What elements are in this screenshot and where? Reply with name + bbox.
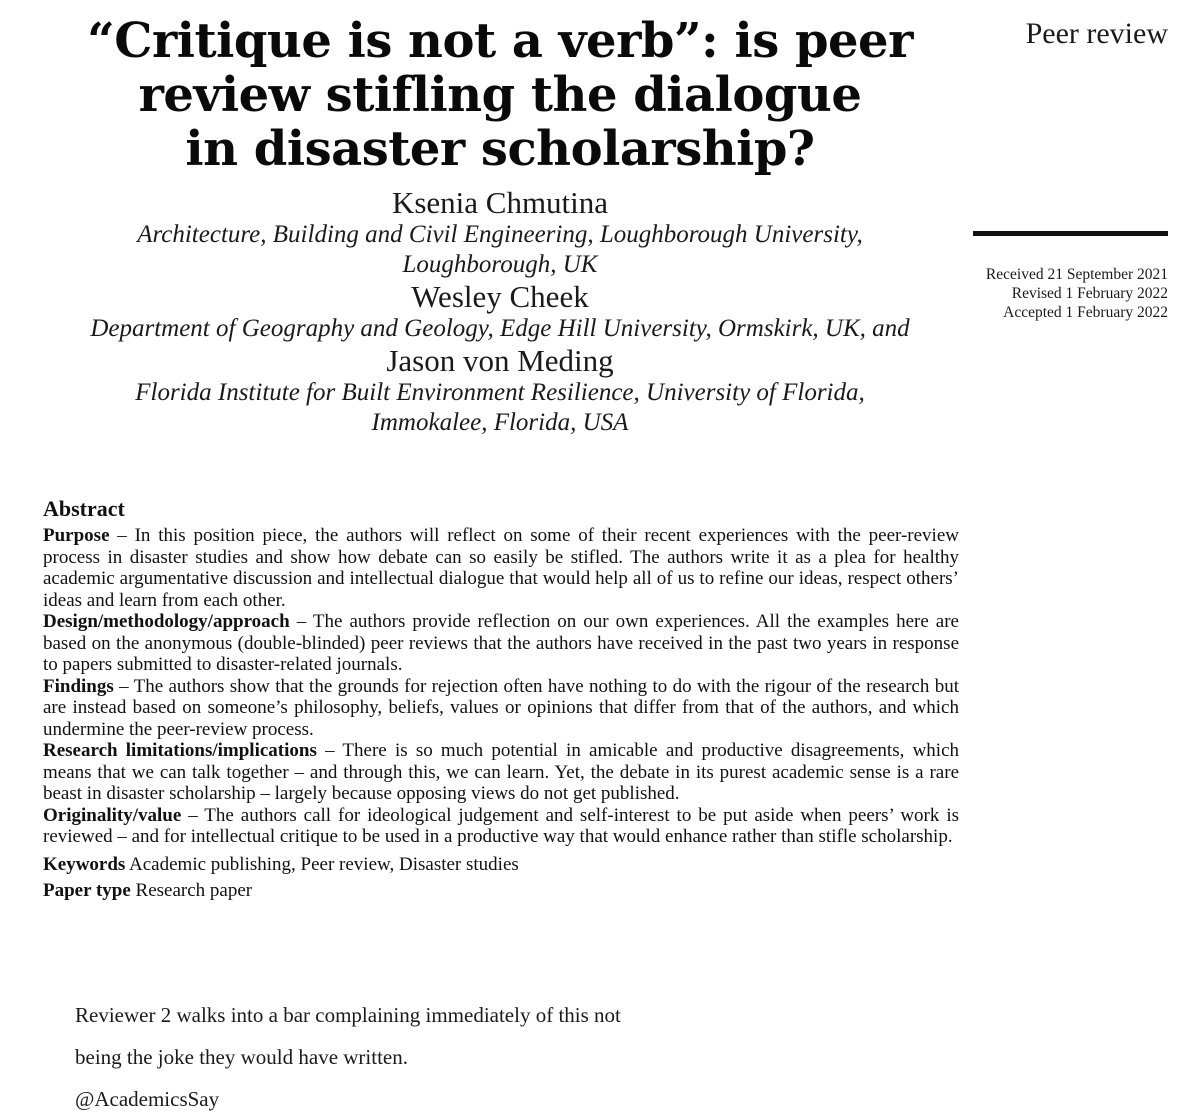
section-text: – In this position piece, the authors will reflect on some of their recent experiences with the peer-review process in disaster studies and show how debate can so easily be stifled. The authors write it as a plea for healthy academic argumentative discussion and intellectual dialogue that would help all of us to refine our ideas, respect others’ ideas and learn from each other. [43,525,959,611]
keywords-label: Keywords [43,853,126,875]
author-affiliation [40,220,960,280]
author-name: Wesley Cheek [411,279,589,314]
abstract-findings [43,676,959,741]
running-head: Peer review [1025,17,1168,50]
section-text: – The authors show that the grounds for rejection often have nothing to do with the rigour of the research but are instead based on someone’s philosophy, beliefs, values or opinions that differ from that of the authors, and which undermine the peer-review process. [43,675,959,740]
received-date: Received 21 September 2021 [985,266,1168,283]
epigraph-attribution: @AcademicsSay [75,1087,220,1111]
abstract-heading: Abstract [43,496,125,521]
keywords-text: Academic publishing, Peer review, Disaster studies [125,853,519,875]
revised-date: Revised 1 February 2022 [1011,285,1168,302]
article-dates [986,265,1168,322]
section-label: Originality/value [43,804,182,826]
affiliation-line: Architecture, Building and Civil Engineering, Loughborough University, [137,221,863,248]
epigraph [75,994,621,1120]
paper-type [43,879,959,903]
author-name: Ksenia Chmutina [391,185,609,220]
article-header [40,14,960,438]
author-affiliation [40,314,960,344]
title-line: “Critique is not a verb”: is peer [87,13,913,69]
paper-type-text: Research paper [130,879,253,901]
epigraph-line: being the joke they would have written. [75,1045,408,1069]
affiliation-line: Immokalee, Florida, USA [371,409,629,436]
author-list [40,186,960,438]
title-line: review stifling the dialogue [138,67,862,123]
abstract [43,495,959,903]
author-affiliation [40,378,960,438]
accepted-date: Accepted 1 February 2022 [1003,304,1168,321]
section-label: Purpose [43,525,110,546]
abstract-limitations [43,740,959,805]
section-text: – The authors provide reflection on our own experiences. All the examples here are based on the anonymous (double-blinded) peer reviews that the authors have received in the past two years in response to papers submitted to disaster-related journals. [43,611,959,675]
affiliation-line: Department of Geography and Geology, Edge Hill University, Ormskirk, UK, and [90,315,910,342]
affiliation-line: Florida Institute for Built Environment Resilience, University of Florida, [135,379,865,406]
abstract-originality [43,805,959,848]
affiliation-line: Loughborough, UK [402,251,598,278]
keywords [43,853,959,877]
section-label: Design/methodology/approach [43,611,290,632]
section-label: Findings [43,675,114,697]
section-text: – The authors call for ideological judgement and self-interest to be put aside when peers’ work is reviewed – and for intellectual critique to be used in a productive way that would enhance rather than stifle scholarship. [43,804,959,847]
abstract-purpose [43,525,959,611]
section-text: – There is so much potential in amicable and productive disagreements, which means that we can talk together – and through this, we can learn. Yet, the debate in its purest academic sense is a rare beast in disaster scholarship – largely because opposing views do not get published. [43,740,959,804]
author-name: Jason von Meding [386,343,614,378]
epigraph-line: Reviewer 2 walks into a bar complaining immediately of this not [75,1003,621,1027]
sidebar [968,16,1168,52]
abstract-design [43,611,959,676]
section-label: Research limitations/implications [43,740,317,761]
sidebar-rule [973,231,1168,236]
paper-type-label: Paper type [43,879,131,901]
article-title [40,14,960,176]
title-line: in disaster scholarship? [185,121,815,177]
